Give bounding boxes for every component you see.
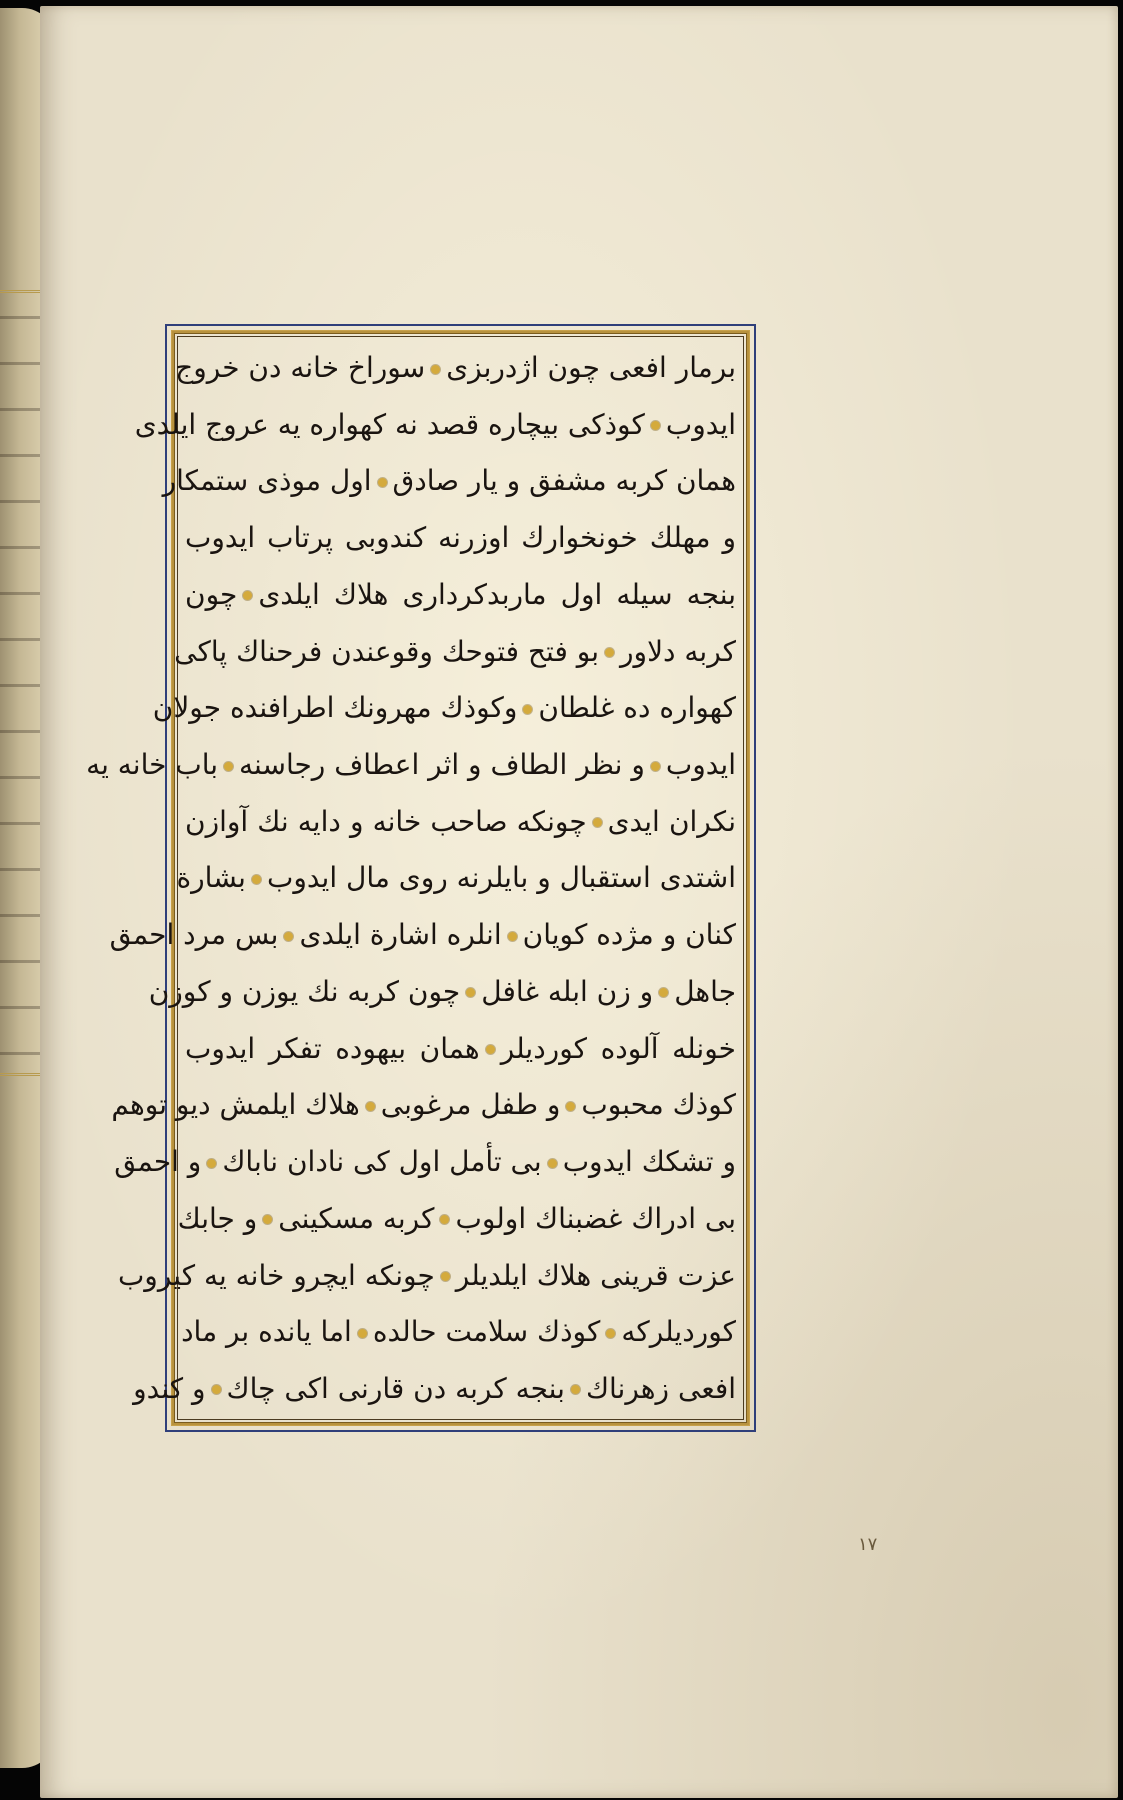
text-segment: کوذك سلامت حالده: [372, 1315, 601, 1349]
verse-dot: [606, 1329, 615, 1338]
text-segment: چونکه صاحب خانه و دایه نك آوازن: [185, 804, 587, 838]
text-segment: و کندو: [133, 1371, 206, 1405]
verse-dot: [284, 932, 293, 941]
text-segment: هلاك ایلمش دیو توهم: [111, 1088, 360, 1122]
text-segment: اما یانده بر ماد: [181, 1315, 352, 1349]
text-segment: چونکه ایچرو خانه یه کیروب: [117, 1258, 435, 1292]
text-line: [148, 970, 736, 1013]
text-line: [134, 403, 736, 446]
text-line: [86, 743, 736, 786]
text-segment: جاهل: [674, 974, 736, 1008]
verse-dot: [486, 1045, 495, 1054]
text-segment: عزت قرینی هلاك ایلدیلر: [455, 1258, 736, 1292]
verse-dot: [431, 365, 440, 374]
verse-dot: [441, 1272, 450, 1281]
text-segment: بی ادراك غضبناك اولوب: [455, 1201, 736, 1235]
text-segment: کهواره ده غلطان: [538, 691, 736, 725]
text-line: [177, 1197, 736, 1240]
text-segment: باب خانه یه: [86, 748, 219, 782]
text-segment: برمار افعی چون اژدربزی: [446, 351, 736, 384]
text-segment: بی تأمل اول کی نادان ناباك: [222, 1145, 542, 1179]
text-segment: کوردیلرکه: [621, 1315, 736, 1349]
text-segment: کربه مسکینی: [278, 1201, 435, 1235]
verse-dot: [440, 1215, 449, 1224]
verse-dot: [651, 762, 660, 771]
verse-dot: [605, 648, 614, 657]
text-segment: بشارة: [176, 861, 246, 895]
text-line: [176, 856, 736, 899]
verse-dot: [548, 1159, 557, 1168]
text-segment: کربه دلاور: [620, 634, 736, 668]
text-line: [109, 913, 736, 956]
text-segment: و تشکك ایدوب: [562, 1145, 736, 1179]
text-segment: کوذك محبوب: [581, 1088, 736, 1122]
text-segment: چون کربه نك یوزن و کوزن: [148, 974, 461, 1008]
verse-dot: [466, 988, 475, 997]
text-segment: بس مرد احمق: [109, 918, 279, 952]
verse-dot: [207, 1159, 216, 1168]
text-line: [185, 516, 736, 559]
text-segment: و نظر الطاف و اثر اعطاف رجاسنه: [239, 748, 645, 782]
text-line: [185, 573, 736, 616]
verse-dot: [366, 1102, 375, 1111]
text-line: [162, 459, 736, 502]
text-line: [152, 686, 736, 729]
verse-dot: [212, 1385, 221, 1394]
text-segment: سوراخ خانه دن خروج: [175, 351, 426, 384]
text-segment: ایدوب: [665, 748, 736, 782]
text-frame: [86, 324, 756, 1432]
text-segment: اول موذی ستمکار: [162, 464, 372, 498]
text-line: [133, 1367, 736, 1410]
text-segment: نکران ایدی: [607, 804, 736, 838]
text-segment: وکوذك مهرونك اطرافنده جولان: [152, 691, 518, 725]
text-segment: همان کربه مشفق و یار صادق: [392, 464, 736, 498]
verse-dot: [508, 932, 517, 941]
folio-mark: ١٧: [858, 1534, 878, 1555]
text-line: [174, 630, 736, 673]
text-segment: بو فتح فتوحك وقوعندن فرحناك پاکی: [174, 634, 600, 668]
verse-dot: [659, 988, 668, 997]
verse-dot: [566, 1102, 575, 1111]
text-line: [111, 1083, 736, 1126]
text-segment: و جابك: [177, 1201, 258, 1235]
text-segment: اشتدی استقبال و بایلرنه روی مال ایدوب: [266, 861, 736, 895]
verse-dot: [224, 762, 233, 771]
text-line: [114, 1140, 736, 1183]
text-segment: و زن ابله غافل: [481, 974, 654, 1008]
text-segment: و طفل مرغوبی: [380, 1088, 561, 1122]
verse-dot: [593, 818, 602, 827]
verse-dot: [252, 875, 261, 884]
text-segment: چون: [185, 577, 238, 611]
verse-dot: [378, 478, 387, 487]
manuscript-page: [40, 6, 1118, 1798]
verse-dot: [651, 421, 660, 430]
text-segment: ایدوب: [665, 407, 736, 441]
text-segment: بنجه کربه دن قارنی اکی چاك: [226, 1371, 565, 1405]
text-line: [185, 800, 736, 843]
text-segment: کوذکی بیچاره قصد نه کهواره یه عروج ایلدی: [134, 407, 645, 441]
verse-dot: [571, 1385, 580, 1394]
verse-dot: [358, 1329, 367, 1338]
text-segment: و مهلك خونخوارك اوزرنه کندوبی پرتاب ایدوب: [185, 521, 736, 555]
text-segment: کنان و مژده کویان: [522, 918, 736, 952]
text-line: [117, 1254, 736, 1297]
text-line: [185, 1027, 736, 1070]
verse-dot: [243, 591, 252, 600]
text-segment: افعی زهرناك: [585, 1371, 736, 1405]
text-segment: انلره اشارة ایلدی: [299, 918, 502, 952]
text-segment: خونله آلوده کوردیلر: [500, 1031, 736, 1065]
text-line: [181, 1310, 736, 1353]
verse-dot: [263, 1215, 272, 1224]
verse-dot: [523, 705, 532, 714]
text-segment: و احمق: [114, 1145, 202, 1179]
text-segment: بنجه سیله اول ماربدکرداری هلاك ایلدی: [258, 577, 736, 611]
text-block: [86, 346, 736, 1410]
text-segment: همان بیهوده تفکر ایدوب: [185, 1031, 480, 1065]
text-line: [175, 346, 736, 389]
